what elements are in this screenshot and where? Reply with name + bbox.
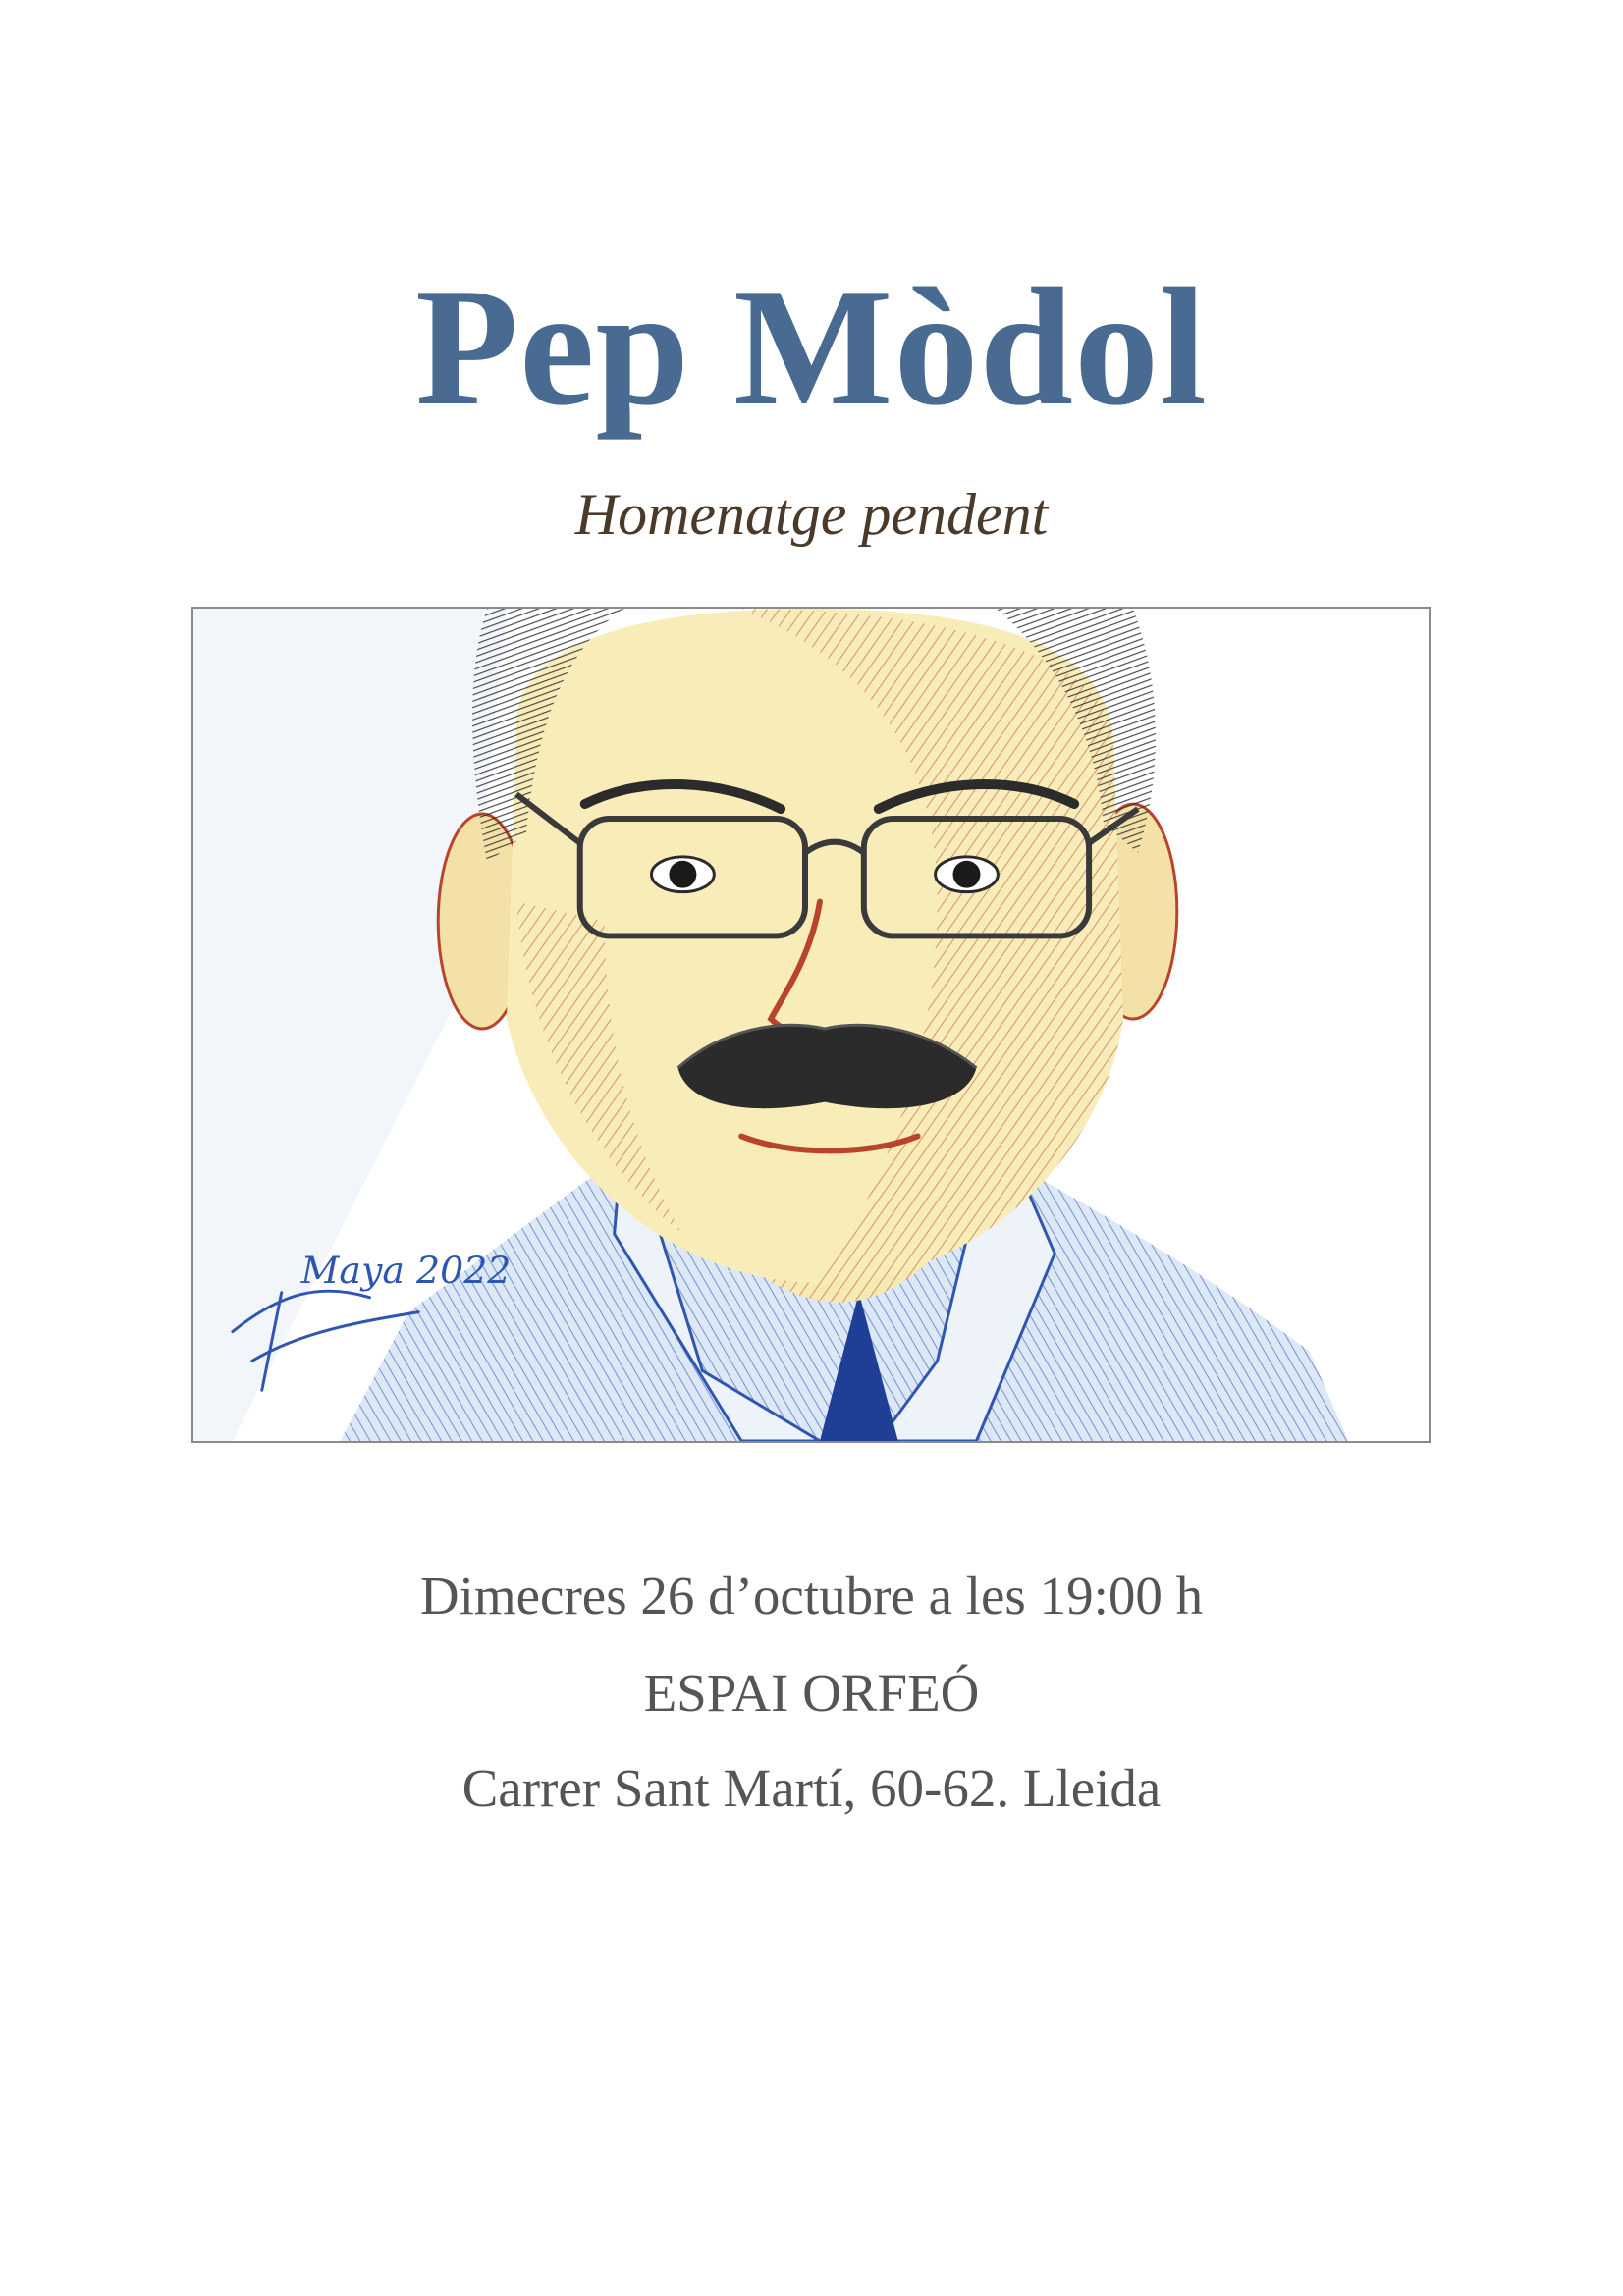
portrait-illustration-icon	[193, 609, 1429, 1441]
portrait-signature: Maya 2022	[300, 1248, 512, 1292]
event-address: Carrer Sant Martí, 60-62. Lleida	[461, 1758, 1162, 1818]
event-date-time: Dimecres 26 d’octubre a les 19:00 h	[419, 1566, 1204, 1626]
portrait-frame	[191, 607, 1431, 1443]
poster-title: Pep Mòdol	[415, 254, 1208, 441]
poster-subtitle: Homenatge pendent	[574, 482, 1049, 547]
event-venue: ESPAI ORFEÓ	[643, 1663, 980, 1723]
